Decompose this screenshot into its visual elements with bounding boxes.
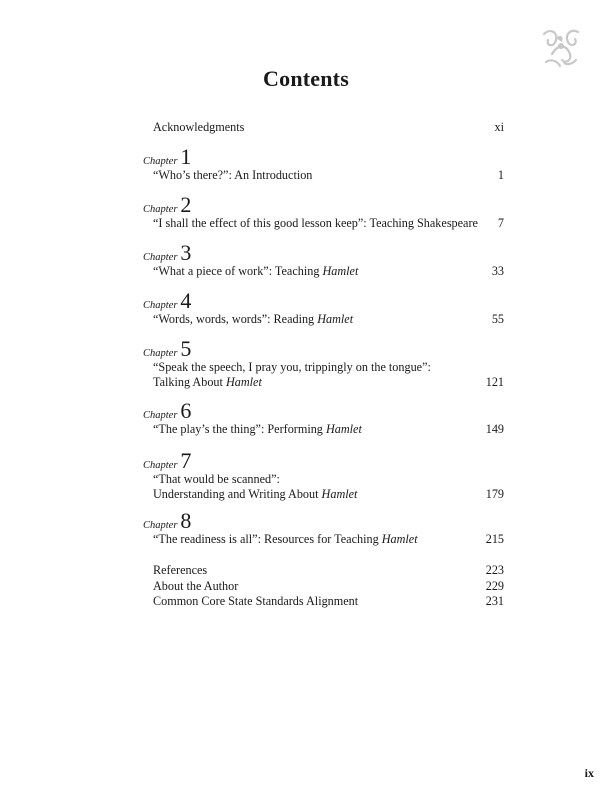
- entry-title-text: “I shall the effect of this good lesson keep”: Teaching Shakespeare: [153, 216, 478, 230]
- entry-title-italic: Hamlet: [381, 532, 418, 546]
- toc-entry-chapter-3[interactable]: [153, 264, 504, 279]
- chapter-number: 4: [180, 288, 192, 313]
- entry-title-italic: Hamlet: [325, 422, 362, 436]
- entry-page-number: 179: [485, 487, 504, 501]
- entry-title-text: Acknowledgments: [153, 120, 245, 134]
- page-number: ix: [584, 766, 594, 780]
- entry-title: [153, 472, 496, 487]
- entry-page-number: 215: [485, 532, 504, 546]
- chapter-number: 8: [180, 508, 192, 533]
- chapter-word: Chapter: [143, 204, 178, 215]
- chapter-word: Chapter: [143, 348, 178, 359]
- entry-title-text: “What a piece of work”: Teaching: [153, 264, 323, 278]
- entry-page-number: 229: [485, 579, 504, 593]
- entry-title: [153, 312, 484, 327]
- entry-title: [153, 422, 478, 437]
- chapter-number: 2: [180, 192, 192, 217]
- entry-page-number: xi: [494, 120, 504, 134]
- entry-title-text: About the Author: [153, 579, 239, 593]
- entry-title-text: Understanding and Writing About: [153, 487, 322, 501]
- entry-page-number: 121: [485, 375, 504, 389]
- chapter-heading: [143, 288, 191, 312]
- toc-entry-chapter-6[interactable]: [153, 422, 504, 437]
- toc-entry-back-matter[interactable]: [153, 563, 504, 578]
- chapter-heading: [143, 448, 191, 472]
- chapter-word: Chapter: [143, 156, 178, 167]
- chapter-number: 3: [180, 240, 192, 265]
- entry-title-text: “That would be scanned”:: [153, 472, 280, 486]
- chapter-word: Chapter: [143, 520, 178, 531]
- toc-entry-acknowledgments[interactable]: [153, 120, 504, 135]
- entry-title-text: Talking About: [153, 375, 226, 389]
- entry-page-number: 33: [491, 264, 504, 278]
- chapter-number: 7: [180, 448, 192, 473]
- toc-entry-chapter-7[interactable]: [153, 472, 504, 487]
- toc-entry-chapter-5-cont[interactable]: [153, 375, 504, 390]
- entry-title: [153, 594, 478, 609]
- entry-title: [153, 168, 490, 183]
- chapter-heading: [143, 192, 191, 216]
- entry-title-text: “The readiness is all”: Resources for Teaching: [153, 532, 382, 546]
- chapter-heading: [143, 144, 191, 168]
- toc-entry-chapter-4[interactable]: [153, 312, 504, 327]
- entry-title: [153, 532, 478, 547]
- entry-page-number: 55: [491, 312, 504, 326]
- chapter-number: 1: [180, 144, 192, 169]
- entry-page-number: 231: [485, 594, 504, 608]
- entry-title-text: “Words, words, words”: Reading: [153, 312, 318, 326]
- entry-page-number: 223: [485, 563, 504, 577]
- chapter-word: Chapter: [143, 300, 178, 311]
- entry-title: [153, 264, 484, 279]
- entry-title-text: “Who’s there?”: An Introduction: [153, 168, 313, 182]
- entry-title: [153, 579, 478, 594]
- entry-title-text: “Speak the speech, I pray you, trippingly on the tongue”:: [153, 360, 431, 374]
- entry-title-italic: Hamlet: [317, 312, 354, 326]
- entry-page-number: 149: [485, 422, 504, 436]
- chapter-word: Chapter: [143, 460, 178, 471]
- entry-title: [153, 487, 478, 502]
- entry-title: [153, 375, 478, 390]
- entry-title-text: Common Core State Standards Alignment: [153, 594, 359, 608]
- entry-title: [153, 216, 490, 231]
- entry-title-italic: Hamlet: [322, 264, 359, 278]
- entry-page-number: 7: [497, 216, 504, 230]
- toc-entry-back-matter[interactable]: [153, 579, 504, 594]
- entry-page-number: 1: [497, 168, 504, 182]
- page-title: Contents: [263, 66, 349, 91]
- toc-entry-chapter-2[interactable]: [153, 216, 504, 231]
- chapter-heading: [143, 508, 191, 532]
- chapter-word: Chapter: [143, 252, 178, 263]
- entry-title-text: “The play’s the thing”: Performing: [153, 422, 326, 436]
- chapter-number: 5: [180, 336, 192, 361]
- entry-title-text: References: [153, 563, 208, 577]
- chapter-heading: [143, 336, 191, 360]
- entry-title-italic: Hamlet: [225, 375, 262, 389]
- toc-entry-chapter-1[interactable]: [153, 168, 504, 183]
- entry-title: [153, 120, 487, 135]
- entry-title: [153, 563, 478, 578]
- chapter-number: 6: [180, 398, 192, 423]
- toc-entry-chapter-5[interactable]: [153, 360, 504, 375]
- chapter-heading: [143, 240, 191, 264]
- entry-title-italic: Hamlet: [321, 487, 358, 501]
- chapter-heading: [143, 398, 191, 422]
- entry-title: [153, 360, 496, 375]
- toc-entry-back-matter[interactable]: [153, 594, 504, 609]
- toc-entry-chapter-8[interactable]: [153, 532, 504, 547]
- chapter-word: Chapter: [143, 410, 178, 421]
- toc-entry-chapter-7-cont[interactable]: [153, 487, 504, 502]
